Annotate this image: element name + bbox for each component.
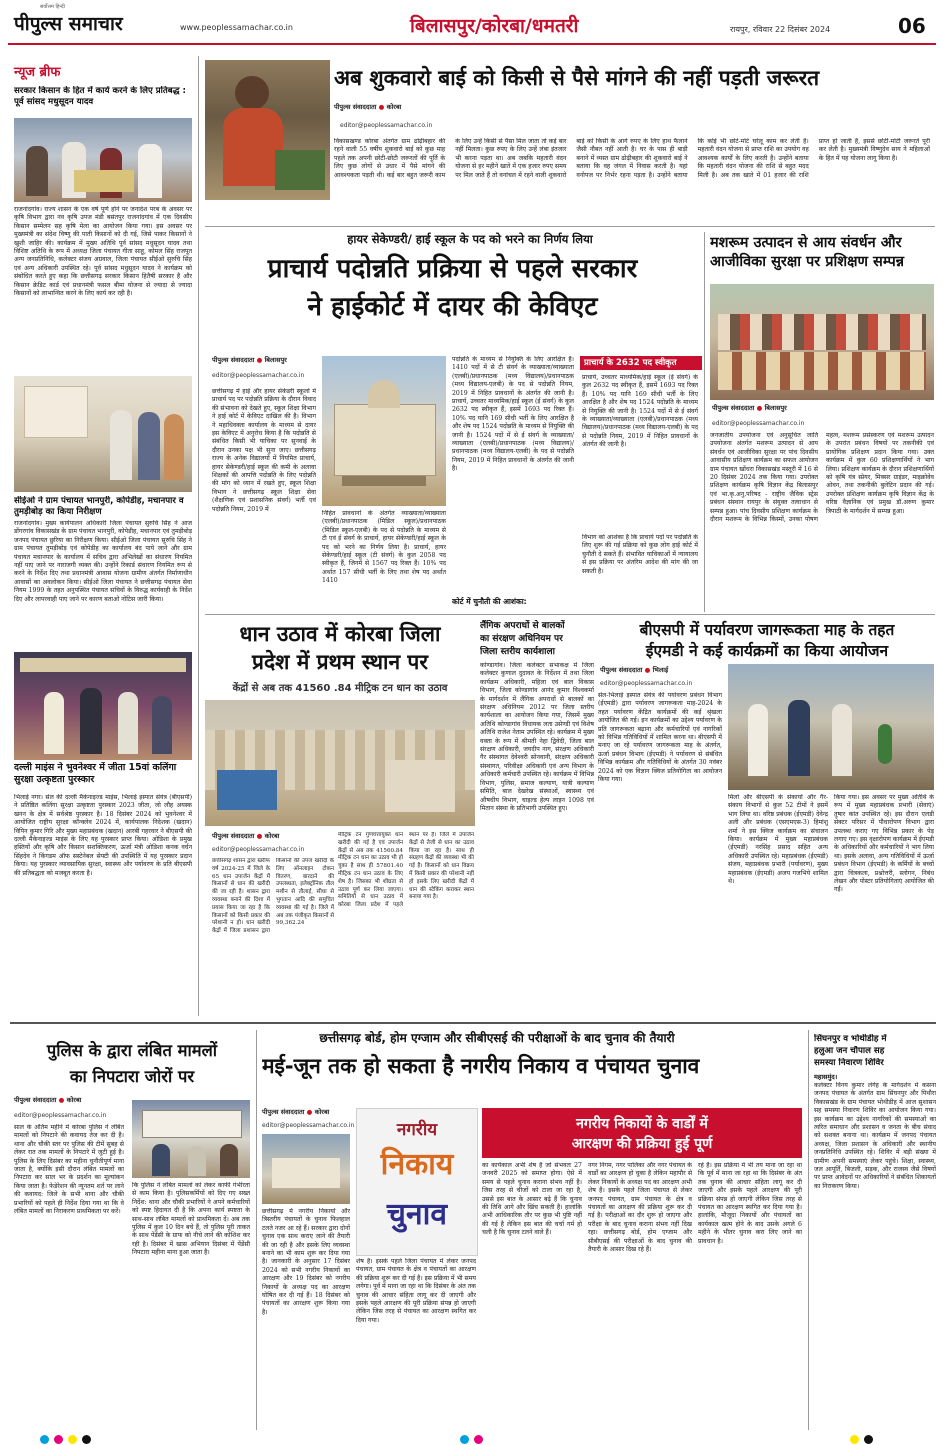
poster-word-3: चुनाव <box>386 1197 448 1232</box>
bsp-byline: पीपुल्स संवाददाता ● भिलाई <box>600 666 669 674</box>
promotion-body-3: पदोन्नति के माध्यम से नियुक्ति के लिए आरक्षित हैं। 1410 पदों में से टी संवर्ग के व्याख्याता/व्याख्याता (एलबी)/प्रधानपाठक (मध्य विद्यालय)/प्रधानपाठक (मध्य विद्यालय-एलबी) के पद से पदोन्नति नियम, 2019 में निहित प्रावधानों के अंतर्गत की जानी है। प्राचार्य, उच्चतर माध्यमिक/हाई स्कूल (ई संवर्ग) के कुल 2632 पद स्वीकृत हैं, इसमें 1693 पद रिक्त हैं। 10% पद यानि 169 सीधी भर्ती के लिए आरक्षित है और शेष पद 1524 पदोन्नति के माध्यम से नियुक्ति की जानी है। 1524 पदों में से ई संवर्ग के व्याख्याता/व्याख्याता (एलबी)/प्रधानपाठक (मध्य विद्यालय)/प्रधानपाठक (मध्य विद्यालय-एलबी) के पद से पदोन्नति नियम, 2019 में निहित प्रावधानों के अंतर्गत की जानी है। <box>452 356 574 473</box>
masthead <box>0 0 945 44</box>
reservation-headline-1: नगरीय निकायों के वार्डों में <box>576 1116 708 1132</box>
reservation-box <box>482 1108 802 1158</box>
promotion-headline-1: प्राचार्य पदोन्नति प्रक्रिया से पहले सरकार <box>267 254 638 284</box>
promotion-place: बिलासपुर <box>264 356 287 364</box>
edition-title: बिलासपुर/कोरबा/धमतरी <box>410 15 579 37</box>
promotion-subhead: कोर्ट में चुनौती की आशंका: <box>452 597 527 606</box>
brand-logo: पीपुल्स समाचार <box>14 13 123 35</box>
mushroom-photo <box>710 284 934 400</box>
police-photo <box>132 1100 250 1178</box>
paddy-reporter: पीपुल्स संवाददाता <box>212 832 255 840</box>
poster-word-2: निकाय <box>380 1147 454 1182</box>
masthead-rule <box>8 43 936 45</box>
police-body-2: कि पुलिस ने लंबित मामलों को लेकर काफी गंभीरता से काम किया है। पुलिसकर्मियों को दिए गए सख्त निर्देश: थाना और चौकी प्रभारियों ने अपने कर्मचारियों को स्पष्ट हिदायत दी है कि अपना कार्य स्पष्टता के साथ-साथ लंबित मामलों को प्राथमिकता दें। अब तक पुलिस में कुल 10 दिन बचे हैं, तो पुलिस पूरी ताकत के साथ पेंडेंसी के ग्राफ को नीचे लाने की कोशिश कर रही है। दिसंबर में खास अभियान दिसंबर में पेंडेंसी निपटारा महीना माना हुआ जाता है। <box>132 1182 250 1257</box>
promotion-reporter: पीपुल्स संवाददाता <box>212 356 255 364</box>
paddy-body-1: छत्तीसगढ़ शासन द्वारा खरीफ वर्ष 2024-25 में जिले के 65 धान उपार्जन केंद्रों में किसानों से धान की खरीदी की जा रही है। शासन द्वारा व्यवस्था बनाने की दिशा में प्रयास किया जा रहा है कि किसानों को किसी प्रकार की परेशानी न हो। धान खरीदी केंद्रों में जिला प्रशासन द्वारा किसानों की उपज खरीदी के लिए ऑनलाइन टोकन वितरण, बारदाने की उपलब्धता, इलेक्ट्रॉनिक तौल मशीन से तौलाई, सीधा से भुगतान आदि की समुचित व्यवस्था की गई है। जिले में अब तक पंजीकृत किसानों से 99,362.24 <box>212 858 334 935</box>
promotion-kicker: हायर सेकेण्डरी/ हाई स्कूल के पद को भरने का निर्णय लिया <box>347 232 593 246</box>
camp-headline-1: सिंघनपुर व भोथीडीह में <box>814 1034 887 1044</box>
camp-headline-3: समस्या निवारण शिविर <box>814 1058 884 1068</box>
brief-2-body: राजनांदगांव। मुख्य कार्यपालन अधिकारी जिला पंचायत सुरुचि सिंह ने आज डोंगरगांव विकासखंड के ग्राम पंचायत भानपुरी, कोपेडीह, मचानपार एवं तुमड़ीबोड़ जनपद पंचायत छुरिया का निरीक्षण किया। सीईओ जिला पंचायत सुरुचि सिंह ने ग्राम पंचायत तुमड़ीबोड़ एवं कोपेडीह का कार्यालय बंद पाये जाने और ग्राम पंचायत मचानपार के कार्यालय में सचिव द्वारा अभिलेखों का संधारण नियमित नहीं पाए जाने पर नाराजगी व्यक्त की। उन्होंने रिकार्ड संधारण नियमित रूप से करने के निर्देश दिए तथा प्रधानमंत्री आवास योजना ग्रामीण अंतर्गत निर्माणाधीन आवासों का अवलोकन किया। सीईओ जिला पंचायत ने छत्तीसगढ़ पंचायत सेवा नियम 1999 के तहत अनुपस्थित पंचायत सचिवों के विरुद्ध कार्यवाही के निर्देश दिए और लापरवाही पाए जाने पर कारण बताओ नोटिस जारी किया। <box>14 520 192 603</box>
reservation-headline-2: आरक्षण की प्रक्रिया हुई पूर्ण <box>571 1136 713 1152</box>
bsp-reporter: पीपुल्स संवाददाता <box>600 666 643 674</box>
promotion-body-4: विभाग को आशंका है कि प्राचार्य पदों पर पदोन्नति के लिए शुरू की गई प्रक्रिया को कुछ लोग हाई कोर्ट में चुनौती दे सकते हैं। संभावित याचिकाओं में न्यायालय से इस प्रक्रिया पर अंतरिम आदेश की मांग की जा सकती है। <box>582 534 698 575</box>
paddy-email: editor@peoplessamachar.co.in <box>212 846 305 853</box>
promotion-divider <box>704 232 705 612</box>
brief-3-body: भिलाई नगर। सेल की दल्ली मैकेनाइज्ड माइंस, भिलाई इस्पात संयंत्र (बीएसपी) ने प्रतिष्ठित कलिंगा सुरक्षा उत्कृष्टता पुरस्कार 2023 जीता, जो लौह अयस्क खनन के क्षेत्र में सर्वश्रेष्ठ पुरस्कार है। 18 दिसंबर 2024 को भुवनेश्वर में आयोजित राष्ट्रीय सुरक्षा कॉन्क्लेव 2024 में, कार्यपालक निदेशक (खदान) विपिन कुमार गिरि और मुख्य महाप्रबंधक (खदान) आरबी गहरवार ने बीएसपी की दल्ली मैकेनाइज्ड माइंस के लिए यह पुरस्कार प्राप्त किया। ओडिशा के प्रमुख हस्तियों और कृषि और किसान सशक्तिकरण, ऊर्जा मंत्री ओडिशा कनक वर्धन सिंहदेव ने किंगडम ऑफ सस्टेनेबल सेफ्टी की उपस्थिति में यह पुरस्कार प्रदान किया। यह पुरस्कार व्यावसायिक सुरक्षा, स्वास्थ्य और पर्यावरण के प्रति बीएसपी की प्रतिबद्धता को मजबूत करता है। <box>14 794 192 877</box>
child-headline-3: जिला स्तरीय कार्यशाला <box>480 647 555 657</box>
police-byline: पीपुल्स संवाददाता ● कोरबा <box>14 1096 82 1104</box>
election-photo <box>262 1134 350 1204</box>
brief-3-photo <box>14 652 192 760</box>
brief-2-headline: सीईओ ने ग्राम पंचायत भानपुरी, कोपेडीह, मचानपार व तुमड़ीबोड़ का किया निरीक्षण <box>14 496 184 517</box>
brief-1-body: राजनांदगांव। राज्य शासन के एक वर्ष पूर्ण होने पर जनादेश परब के अवसर पर कृषि विभाग द्वारा नव कृषि उपज मंडी बसंतपुर राजनांदगांव में एक दिवसीय किसान सम्मेलन सह कृषि मेला का आयोजन किया गया। इस अवसर पर मुख्यमंत्री का संदेश विष्णु की पाती किसानों को दी गई, जिसे पाकर किसानों ने खुशी जाहिर की। कार्यक्रम में मुख्य अतिथि पूर्व सांसद मधुसूदन यादव तथा विशिष्ट अतिथि के रूप में अध्यक्ष जिला पंचायत गीता साहू, कोमल सिंह राजपूत अन्य जनप्रतिनिधि, कलेक्टर संजय अग्रवाल, जिला पंचायत सीईओ सुरुचि सिंह एवं अन्य अधिकारी उपस्थित रहे। पूर्व सांसद मधुसूदन यादव ने कार्यक्रम को संबोधित करते हुए कहा कि छत्तीसगढ़ सरकार किसान हितैषी सरकार है और किसान क्रेडिट कार्ड एवं प्रधानमंत्री फसल बीमा योजना से ज्यादा से ज्यादा किसानों को लाभान्वित करने के लिए कार्य कर रही है। <box>14 206 192 298</box>
reservation-body-2: रहे हैं। इस प्रक्रिया में भी तय माना जा रहा था कि पूर्व में माना जा रहा था कि दिसंबर के अंत तक चुनाव की आचार संहिता लागू कर दी जाएगी और इसके पहले आरक्षण की पूरी प्रक्रिया संपन्न हो जाएगी लेकिन जिस तरह से पंचायत का आरक्षण स्थगित कर दिया गया है। हालांकि, मौजूदा निकायों और पंचायतों का कार्यकाल खत्म होने के बाद उसके अगले 6 महीने के भीतर चुनाव करा लिए जाने का प्रावधान है। <box>698 1162 802 1245</box>
camp-place: महासमुंद। <box>814 1073 838 1081</box>
police-email: editor@peoplessamachar.co.in <box>14 1112 107 1119</box>
promotion-box-body: प्राचार्य, उच्चतर माध्यमिक/हाई स्कूल (ई संवर्ग) के कुल 2632 पद स्वीकृत हैं, इसमें 1693 पद रिक्त हैं। 10% पद यानि 169 सीधी भर्ती के लिए आरक्षित है और शेष पद 1524 पदोन्नति के माध्यम से नियुक्ति की जानी है। 1524 पदों में से ई संवर्ग के व्याख्याता/व्याख्याता (एलबी)/प्रधानपाठक (मध्य विद्यालय)/प्रधानपाठक (मध्य विद्यालय-एलबी) के पद से पदोन्नति नियम, 2019 में निहित प्रावधानों के अंतर्गत की जानी है। <box>582 374 698 449</box>
brief-1-photo <box>14 118 192 202</box>
election-headline: मई-जून तक हो सकता है नगरीय निकाय व पंचायत चुनाव <box>262 1054 700 1078</box>
mushroom-reporter: पीपुल्स संवाददाता <box>712 404 755 412</box>
bsp-place: भिलाई <box>652 666 669 674</box>
website: www.peoplessamachar.co.in <box>180 23 293 32</box>
police-headline-1: पुलिस के द्वारा लंबित मामलों <box>46 1041 218 1060</box>
election-reporter: पीपुल्स संवाददाता <box>262 1108 305 1116</box>
top-story-body: विकासखण्ड कोरबा अंतर्गत ग्राम ढोढ़ीबहार की रहने वाली 55 वर्षीय शुकवारो बाई को कुछ माह पहले तक अपनी छोटी-छोटी जरूरतों की पूर्ति के लिए कुछ लोगों से उधार में पैसे मांगने की आवश्यकता पड़ती थी। कई बार बहुत जरूरी काम के लिए उन्हें किसी से पैसा मिल जाता तो कई बार नहीं मिलता। कुछ रुपए के लिए उन्हें लंबा इंतजार भी करना पड़ता था। अब जबकि महतारी वंदन योजना से हर महीने खाते में एक हजार रुपए समय पर मिल जाते हैं तो वनांचल में रहने वाली शुकवारो बाई को किसी के आगे रुपए के लिए हाथ फैलाने जैसी नौबत नहीं आती है। घर के पास ही बाड़ी बनाने में व्यस्त ग्राम ढोढ़ीबहार की शुकवारो बाई ने बताया कि वह जंगल में निवास करती है। यहां वनोपज पर निर्भर रहना पड़ता है। उन्होंने बताया कि कोई भी छोटे-मोटे घरेलू काम कर लेती है। महतारी वंदन योजना से प्राप्त राशि का उपयोग वह आवश्यक कार्यों के लिए करती है। उन्होंने बताया कि महतारी वंदन योजना की राशि से बहुत मदद मिली है। अब तक खाते में 01 हजार की राशि प्राप्त हो जाती है, इससे छोटी-मोटी जरूरतें पूरी कर लेती है। मुख्यमंत्री विष्णुदेव साय ने महिलाओं के हित में यह योजना लागू किया है। <box>334 138 930 179</box>
promotion-headline-2: ने हाईकोर्ट में दायर की केविएट <box>307 292 598 322</box>
paddy-place: कोरबा <box>264 832 280 840</box>
promotion-email: editor@peoplessamachar.co.in <box>212 372 305 379</box>
bsp-email: editor@peoplessamachar.co.in <box>600 680 693 687</box>
child-headline-2: का संरक्षण अधिनियम पर <box>480 634 563 644</box>
paddy-photo <box>205 700 475 826</box>
bsp-body-2: मिलो और बीएसपी के संकायों और गैर-संकाय विभागों से कुल 52 टीमों ने इसमें भाग लिया था। वरिष्ठ प्रबंधक (ईएमडी) देवेन्द्र अली और प्रबंधक (एसएमएस-3) हिमांशु शर्मा ने इस क्विज कार्यक्रम का संचालन किया। कार्यक्रम में मुख्य महाप्रबंधक (ईएमडी) नरसिंह प्रसाद सहित अन्य अधिकारी उपस्थित रहे। महाप्रबंधक (ईएमडी) संजय, महाप्रबंधक प्रभारी (पर्यावरण), मुख्य महाप्रबंधक (ईएमडी) अजय गजभिये शामिल थे। <box>728 794 828 886</box>
promotion-body-1: छत्तीसगढ़ में हाई और हायर सेकेंडरी स्कूलों में प्राचार्य पद पर पदोन्नति प्रक्रिया के दौरान विवाद की संभावना को देखते हुए, स्कूल शिक्षा विभाग ने हाई कोर्ट में केविएट दाखिल की है। विभाग ने महाधिवक्ता कार्यालय के माध्यम से दायर इस केविएट में अनुरोध किया है कि पदोन्नति से संबंधित किसी भी याचिका पर सुनवाई के दौरान उनका पक्ष भी सुना जाए। छत्तीसगढ़ राज्य के अनेक विद्यालयों में नियमित प्राचार्य, हायर सेकेण्डरी/हाई स्कूल की कमी के अलावा शिक्षकों की आपत्ति पदोन्नति के लिए पदोन्नति की मांग को ध्यान में रखते हुए, स्कूल शिक्षा विभाग ने छत्तीसगढ़ स्कूल शिक्षा सेवा (शैक्षणिक एवं प्रशासनिक संवर्ग) भर्ती एवं पदोन्नति नियम, 2019 में <box>212 388 316 513</box>
promotion-box-title: प्राचार्य के 2632 पद स्वीकृत <box>580 356 702 370</box>
top-story-photo <box>205 60 330 200</box>
bsp-body-1: सेल-भिलाई इस्पात संयंत्र की पर्यावरण प्रबंधन विभाग (ईएमडी) द्वारा पर्यावरण जागरूकता माह-2024 के तहत पर्यावरण केंद्रित कार्यक्रमों की कई श्रृंखला आयोजित की गई। इन कार्यक्रमों का उद्देश्य पर्यावरण के प्रति जागरूकता बढ़ाना और कर्मचारियों एवं नागरिकों को विभिन्न गतिविधियों में शामिल करना था। बीएसपी में मनाए जा रहे पर्यावरण जागरूकता माह के अंतर्गत, ऊर्जा प्रबंधन विभाग (ईएमडी) ने पर्यावरण से संबंधित विभिन्न कार्यक्रम और गतिविधियों के अंतर्गत 30 नवंबर 2024 को एक विज्ञान क्विज प्रतियोगिता का आयोजन किया गया। <box>598 692 722 784</box>
mid-rule <box>205 614 935 615</box>
election-divider <box>808 1030 809 1430</box>
election-body-1: छत्तीसगढ़ में नगरीय निकायों और त्रिस्तरीय पंचायतों के चुनाव फिलहाल टलते नजर आ रहे हैं। सरकार द्वारा दोनों चुनाव एक साथ कराए जाने की तैयारी की जा रही है और इसके लिए व्यवस्था बनाने का भी काम शुरू कर दिया गया है। जानकारी के अनुसार 17 दिसंबर 2024 को सभी नगरीय निकायों का आरक्षण और 19 दिसंबर को नगरीय निकायों के अध्यक्ष पद का आरक्षण घोषित कर दी गई हैं। 18 दिसंबर को पंचायतों का आरक्षण शुरू किया गया है। <box>262 1208 350 1316</box>
brief-1-headline: सरकार किसान के हित में कार्य करने के लिए प्रतिबद्ध : पूर्व सांसद मधुसूदन यादव <box>14 86 186 107</box>
mushroom-byline: पीपुल्स संवाददाता ● बिलासपुर <box>712 404 787 412</box>
election-kicker: छत्तीसगढ़ बोर्ड, होम एग्जाम और सीबीएसई की परीक्षाओं के बाद चुनाव की तैयारी <box>319 1031 675 1045</box>
reservation-body-1: नगर निगम, नगर पालिका और नगर पंचायत के वार्डों का आरक्षण हो चुका है लेकिन महापौर से लेकर निकायों के अध्यक्ष पद का आरक्षण अभी शेष है। इसके पहले जिला पंचायत से लेकर जनपद पंचायत, ग्राम पंचायत के क्षेत्र व पंचायतों का आरक्षण की प्रक्रिया शुरू कर दी गई है। परीक्षाओं का दौर शुरू हो जाएगा और परीक्षा के बाद चुनाव कराना संभव नहीं दिख रहा। छत्तीसगढ़ बोर्ड, होम एग्जाम और सीबीएसई की परीक्षाओं के बाद चुनाव की तैयारी के आसार दिख रहे हैं। <box>588 1162 692 1254</box>
election-byline: पीपुल्स संवाददाता ● कोरबा <box>262 1108 330 1116</box>
brief-3-headline: दल्ली माइंस ने भुवनेश्वर में जीता 15वां कलिंगा सुरक्षा उत्कृष्टता पुरस्कार <box>14 762 177 785</box>
election-body-3: का कार्यकाल अभी शेष है जो संभवतः 27 जनवरी 2025 को समाप्त होगा। ऐसे में समय से पहले चुनाव कराना संभव नहीं है। जिस तरह से चीजों को टाला जा रहा है, उससे इस बात के आसार बढ़े हैं कि चुनाव की तिथि आगे और खिंच सकती है। हालांकि अभी आधिकारिक तौर पर कुछ भी पुष्टि नहीं की गई है लेकिन इस बात की चर्चा गर्म हो चली है कि चुनाव टलने वाले हैं। <box>482 1162 582 1237</box>
mushroom-place: बिलासपुर <box>764 404 787 412</box>
bsp-body-3: किया गया। इस अवसर पर मुख्य अतिथि के रूप में मुख्य महाप्रबंधक प्रभारी (सेवाएं) तुषार कांत उपस्थित रहे। इस दौरान एलडी सेक्टर परिसर में पौधारोपण विभाग द्वारा उपलब्ध कराए गए विभिन्न प्रकार के पेड़ लगाए गए। इस वृक्षारोपण कार्यक्रम में ईएमडी के अधिकारियों और कर्मचारियों ने भाग लिया था। इसके अलावा, अन्य गतिविधियों में ऊर्जा प्रबंधन विभाग (ईएमडी) के कर्मियों के बच्चों द्वारा चित्रकला, प्रश्नोत्तरी, स्लोगन, निबंध लेखन और पोस्टर प्रतियोगिताएं आयोजित की गईं। <box>834 794 934 894</box>
mushroom-email: editor@peoplessamachar.co.in <box>712 420 805 427</box>
police-divider <box>256 1030 257 1430</box>
top-story-byline: पीपुल्स संवाददाता ● कोरबा <box>334 103 402 111</box>
mushroom-headline: मशरूम उत्पादन से आय संवर्धन और आजीविका सुरक्षा पर प्रशिक्षण सम्पन्न <box>710 235 904 270</box>
top-story-rule <box>205 226 935 227</box>
bsp-photo <box>728 664 934 790</box>
paddy-headline-1: धान उठाव में कोरबा जिला <box>239 622 441 646</box>
news-brief-label: न्यूज ब्रीफ <box>14 65 61 80</box>
bsp-headline-1: बीएसपी में पर्यावरण जागरूकता माह के तहत <box>639 621 895 639</box>
election-place: कोरबा <box>314 1108 330 1116</box>
promotion-body-2: निहित प्रावधानों के अंतर्गत व्याख्याता/व्याख्याता (एलबी)/प्रधानपाठक (मिडिल स्कूल)/प्रधानपाठक (मिडिल स्कूल-एलबी) के पद से पदोन्नति के माध्यम से टी एवं ई संवर्ग के प्राचार्य, हायर सेकेण्डरी/हाई स्कूल के पद को भरने का निर्णय लिया है। प्राचार्य, हायर सेकेण्डरी/हाई स्कूल (टी संवर्ग) के कुल 2058 पद स्वीकृत हैं, जिनमें से 1567 पद रिक्त हैं। 10% पद अर्थात 157 सीधी भर्ती के लिए तथा शेष पद अर्थात 1410 <box>322 510 446 585</box>
police-reporter: पीपुल्स संवाददाता <box>14 1096 57 1104</box>
bsp-headline-2: ईएमडी ने कई कार्यक्रमों का किया आयोजन <box>645 642 889 660</box>
paddy-body-2: मीट्रिक टन गुणवत्तायुक्त धान खरीदी की गई है एवं उपार्जन केंद्रों से अब तक 41560.84 मीट्रिक टन धान का उठाव भी हो चुका है साथ ही 57801.40 मीट्रिक टन धान उठाव के लिए शेष है। जिसका भी शीघ्रता से उठाव पूर्ण कर लिया जाएगा। समितियों से धान उठाव में कोरबा जिला प्रदेश में पहले स्थान पर है। जिले में उपार्जन केंद्रों से तेजी से धान का उठाव किया जा रहा है। साथ ही संग्रहण केंद्रों की व्यवस्था भी की गई है। किसानों को धान विक्रय में किसी प्रकार की परेशानी नहीं हो इसके लिए खरीदी केंद्रों में धान की स्टेकिंग कराकर स्थान बनाया गया है। <box>338 832 474 909</box>
poster-word-1: नगरीय <box>396 1120 438 1140</box>
child-headline-1: लैंगिक अपराधों से बालकों <box>480 621 565 631</box>
police-body-1: साल के अंतिम महीने में कोरबा पुलिस ने लंबित मामलों को निपटाने की कवायद तेज कर दी है। थाना और चौकी स्तर पर पुलिस की टीमें सुबह से लेकर रात तक मामलों के निपटारे में जुटी हुई है। पुलिस के लिए दिसंबर का महीना चुनौतीपूर्ण माना जाता है, क्योंकि इसी दौरान लंबित मामलों का निपटारा कर साल भर के प्रदर्शन का मूल्यांकन किया जाता है। फेडेरेशन की न्यूनतम शर्त पर लाने की कवायद: जिले के सभी थाना और चौकी प्रभारियों को पहले ही निर्देश दिया गया था कि वे लंबित मामलों का निराकरण प्राथमिकता पर करें। <box>14 1124 124 1216</box>
camp-body: कलेक्टर विनय कुमार लंगेह के मार्गदर्शन में कसना जनपद पंचायत के अंतर्गत ग्राम सिंघनपुर और पिथौरा विकासखंड के ग्राम पंचायत भोथीडीह में आज सुशासन सह समस्या निवारण शिविर का आयोजन किया गया। इस कार्यक्रम का उद्देश्य नागरिकों की समस्याओं का त्वरित समाधान और प्रशासन व जनता के बीच संवाद को सशक्त बनाना था। कार्यक्रम में जनपद पंचायत अध्यक्ष, जिला प्रशासन के अधिकारी और स्थानीय जनप्रतिनिधि उपस्थित रहे। शिविर में बड़ी संख्या में ग्रामीण अपनी समस्याएं लेकर पहुंचे। शिक्षा, स्वास्थ्य, जल आपूर्ति, बिजली, सड़क, और राजस्व जैसे विषयों पर प्राप्त आवेदनों पर अधिकारियों ने संबंधित शिकायतों का निराकरण किया। <box>814 1082 936 1190</box>
election-email: editor@peoplessamachar.co.in <box>262 1122 355 1129</box>
police-headline-2: का निपटारा जोरों पर <box>69 1067 195 1086</box>
mushroom-body: जनजातीय उपयोजना एवं अनुसूचित जाति उपयोजना अंतर्गत मशरूम उत्पादन से आय संवर्धन एवं आजीविका सुरक्षा पर पांच दिवसीय आवासीय प्रशिक्षण कार्यक्रम का सफल आयोजन ग्राम पंचायत खोंधरा विकासखंड मस्तूरी में 16 से 20 दिसंबर 2024 तक किया गया। उपरोक्त प्रशिक्षण कार्यक्रम कृषि विज्ञान केंद्र बिलासपुर एवं भा.कृ.अनु.परिषद - राष्ट्रीय जैविक स्ट्रेस प्रबंधन संस्थान रायपुर के संयुक्त तत्वाधान से सम्पन्न हुआ। पांच दिवसीय प्रशिक्षण कार्यक्रम के दौरान मशरूम के विभिन्न किस्मों, उनका पोषण महत्व, मशरूम प्रसंस्करण एवं मशरूम उत्पादन के उपरांत प्रबंधन विषयों पर तकनीकी एवं प्रायोगिक प्रशिक्षण प्रदान किया गया। उक्त कार्यक्रम में कुल 60 प्रशिक्षणार्थियों ने भाग लिया। प्रशिक्षण कार्यक्रम के दौरान प्रशिक्षणार्थियों को कृषि यंत्र स्प्रेयर, मिक्सर ग्राइंडर, माइक्रोवेव ओवन, तथा तकनीकी बुलेटिन प्रदान की गई। उपरोक्त प्रशिक्षण कार्यक्रम कृषि विज्ञान केंद्र के वरिष्ठ वैज्ञानिक एवं प्रमुख डॉ.अरुण कुमार त्रिपाठी के मार्गदर्शन में सम्पन्न हुआ। <box>710 432 934 524</box>
top-story-reporter: पीपुल्स संवाददाता <box>334 103 377 111</box>
top-story-headline: अब शुकवारो बाई को किसी से पैसे मांगने की नहीं पड़ती जरूरत <box>334 66 820 90</box>
promotion-photo-highcourt <box>322 356 446 506</box>
brief-2-photo <box>14 376 192 492</box>
top-story-email: editor@peoplessamachar.co.in <box>340 122 433 129</box>
page-number: 06 <box>898 14 926 38</box>
brand-tagline: सर्वोत्तम हिन्दी <box>40 4 65 10</box>
police-place: कोरबा <box>66 1096 82 1104</box>
election-body-2: शेष है। इसके पहले जिला पंचायत में लेकर जनपद पंचायत, ग्राम पंचायत के क्षेत्र व पंचायतों का आरक्षण की प्रक्रिया शुरू कर दी गई है। इस प्रक्रिया में भी समय लगेगा। पूर्व में माना जा रहा था कि दिसंबर के अंत तक चुनाव की आचार संहिता लागू कर दी जाएगी और इसके पहले आरक्षण की पूरी प्रक्रिया संपन्न हो जाएगी लेकिन जिस तरह से पंचायत का आरक्षण स्थगित कर दिया गया। <box>356 1258 476 1324</box>
left-column-divider <box>198 56 199 1016</box>
lower-rule <box>10 1022 936 1024</box>
election-poster <box>356 1108 478 1256</box>
paddy-headline-2: प्रदेश में प्रथम स्थान पर <box>252 650 428 674</box>
camp-headline-2: हलुआ जन चौपाल सह <box>814 1046 885 1056</box>
paddy-byline: पीपुल्स संवाददाता ● कोरबा <box>212 832 280 840</box>
top-story-place: कोरबा <box>386 103 402 111</box>
dateline: रायपुर, रविवार 22 दिसंबर 2024 <box>730 25 831 34</box>
registration-marks <box>0 1432 945 1445</box>
promotion-byline: पीपुल्स संवाददाता ● बिलासपुर <box>212 356 287 364</box>
paddy-subhead: केंद्रों से अब तक 41560 .84 मीट्रिक टन धान का उठाव <box>232 683 448 694</box>
child-body: कोण्डागांव। जिला कलेक्टर सभाकक्ष में जिला कलेक्टर कुणाल दुदावत के निर्देशन में तथा जिला कार्यक्रम अधिकारी, महिला एवं बाल विकास विभाग, जिला कोण्डागांव आनंद कुमार विश्वकर्मा के मार्गदर्शन में लैंगिक अपराधों से बालकों का संरक्षण अधिनियम 2012 पर जिला स्तरीय कार्यशाला का आयोजन किया गया, जिसमें मुख्य अतिथि कोण्डागांव विधायक लता उसेण्डी एवं विशेष अतिथि राजेश नेताम उपस्थित रहे। कार्यक्रम में मुख्य वक्ता के रूप में श्रीमती नेहा द्विवेदी, जिला बाल संरक्षण अधिकारी, जयदीप नाग, संरक्षण अधिकारी गैर संस्थागत देवेश्वरी सोनवानी, संरक्षण अधिकारी संस्थागत, परिवीक्षा अधिकारी एवं अन्य विभाग के अधिकारी कर्मचारी उपस्थित रहे। कार्यक्रम में विभिन्न विभाग, पुलिस, समाज कल्याण, यात्री कल्याण समिति, बाल देखरेख संस्थाओं, स्वास्थ्य एवं औषधीय विभाग, चाइल्ड हेल्प लाइन 1098 एवं मितान संस्था के प्रतिभागी उपस्थित हुए। <box>480 662 594 812</box>
